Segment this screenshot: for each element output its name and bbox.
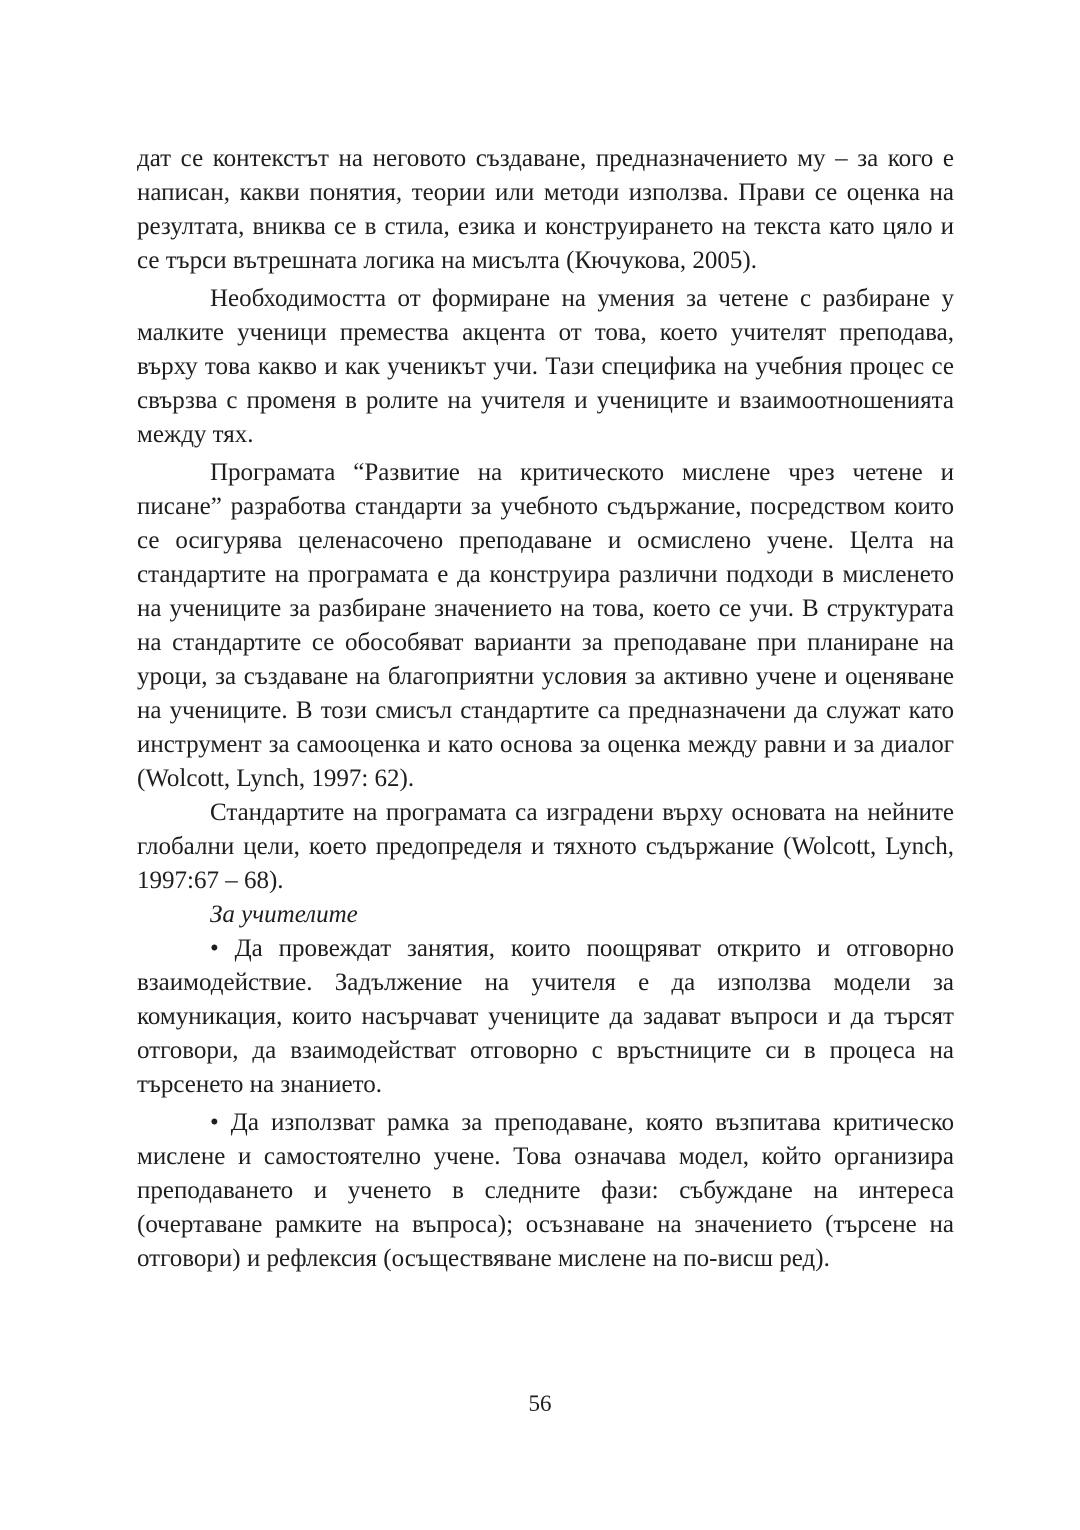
paragraph-continuation: дат се контекстът на неговото създаване, предназначението му – за кого е написан, какви понятия, теории или методи използва. Прави се оценка на резултата, вниква се в стила, езика и конструирането на текста като цяло и се търси вътрешната логика на мисълта (Кючукова, 2005). (137, 145, 954, 274)
paragraph-program-standards: Програмата “Развитие на критическото мислене чрез четене и писане” разработва стандарти за учебното съдържание, посредством които се осигурява целенасочено преподаване и осмислено учене. Целта на стандартите на програмата е да конструира различни подходи в мисленето на учениците за разбиране значението на това, което се учи. В структурата на стандартите се обособяват варианти за преподаване при планиране на уроци, за създаване на благоприятни условия за активно учене и оценяване на учениците. В този смисъл стандартите са предназначени да служат като инструмент за самооценка и като основа за оценка между равни и за диалог (Wolcott, Lynch, 1997: 62). (137, 459, 954, 792)
bullet-item-open-interaction: • Да провеждат занятия, които поощряват открито и отговорно взаимодействие. Задължение на учителя е да използва модели за комуникация, които насърчават учениците да задават въпроси и да търсят отговори, да взаимодействат отговорно с връстниците си в процеса на търсенето на знанието. (137, 935, 954, 1098)
bullet-item-teaching-framework: • Да използват рамка за преподаване, която възпитава критическо мислене и самостоятелно учене. Това означава модел, който организира преподаването и ученето в следните фази: събуждане на интереса (очертаване рамките на въпроса); осъзнаване на значението (търсене на отговори) и рефлексия (осъществяване мислене на по-висш ред). (137, 1109, 954, 1272)
paragraph-reading-comprehension: Необходимостта от формиране на умения за четене с разбиране у малките ученици премества акцента от това, което учителят преподава, върху това какво и как ученикът учи. Тази специфика на учебния процес се свързва с променя в ролите на учителя и учениците и взаимоотношенията между тях. (137, 285, 954, 448)
page-body (137, 142, 954, 1276)
section-heading-for-teachers: За учителите (210, 901, 358, 928)
page-number: 56 (528, 1391, 552, 1416)
paragraph-global-goals: Стандартите на програмата са изградени върху основата на нейните глобални цели, което предопределя и тяхното съдържание (Wolcott, Lynch, 1997:67 – 68). (137, 799, 954, 894)
